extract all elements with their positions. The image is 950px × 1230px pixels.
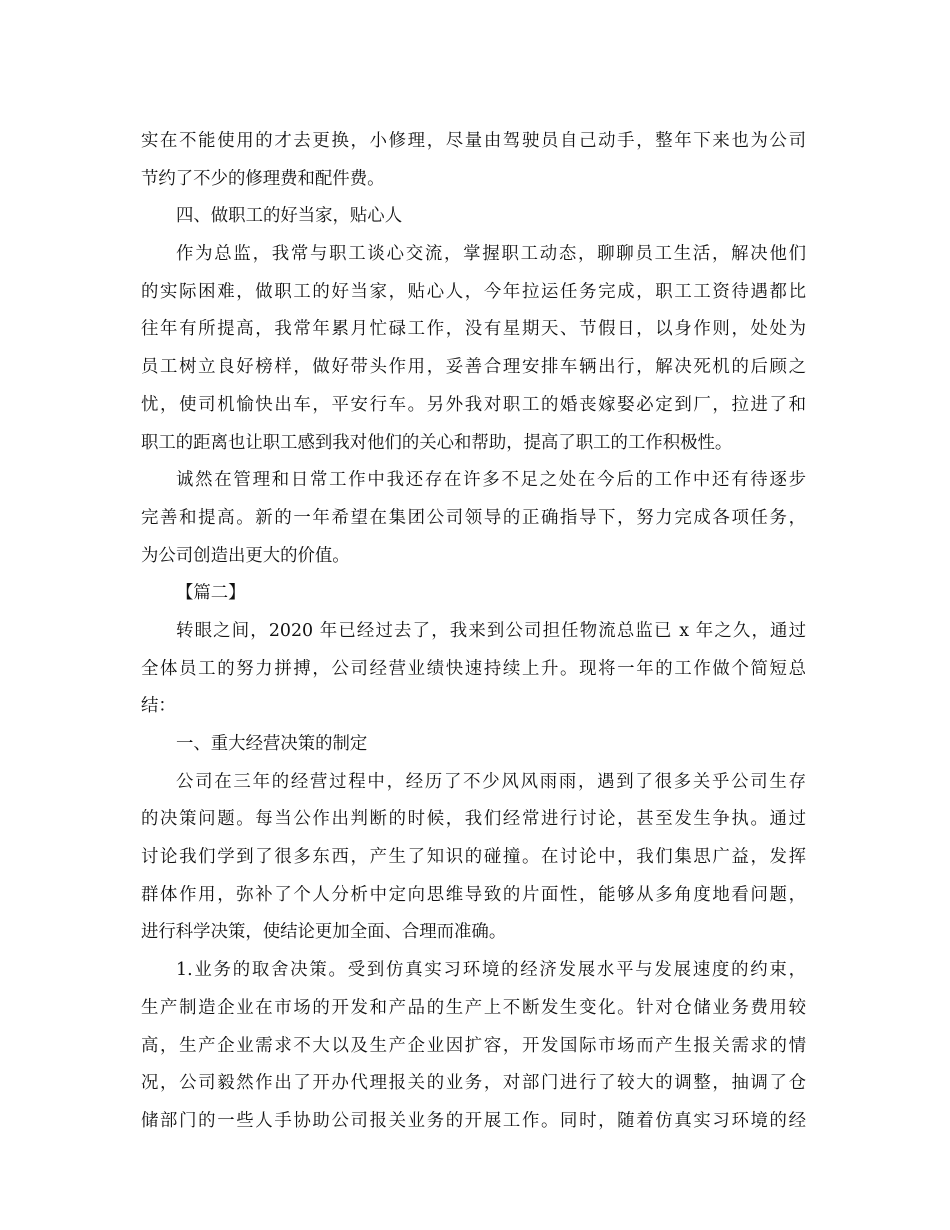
text-line: 的实际困难，做职工的好当家，贴心人，今年拉运任务完成，职工工资待遇都比	[141, 281, 806, 302]
text-line: 员工树立良好榜样，做好带头作用，妥善合理安排车辆出行，解决死机的后顾之	[141, 357, 806, 378]
text-line: 职工的距离也让职工感到我对他们的关心和帮助，提高了职工的工作积极性。	[141, 432, 733, 453]
text-line: 的决策问题。每当公作出判断的时候，我们经常进行讨论，甚至发生争执。通过	[141, 809, 806, 830]
text-line: 全体员工的努力拼搏，公司经营业绩快速持续上升。现将一年的工作做个简短总	[141, 658, 806, 679]
text-line: 储部门的一些人手协助公司报关业务的开展工作。同时，随着仿真实习环境的经	[141, 1110, 806, 1131]
text-line: 转眼之间，2020 年已经过去了，我来到公司担任物流总监已 x 年之久，通过	[176, 620, 806, 641]
text-line: 况，公司毅然作出了开办代理报关的业务，对部门进行了较大的调整，抽调了仓	[141, 1073, 806, 1094]
text-line: 群体作用，弥补了个人分析中定向思维导致的片面性，能够从多角度地看问题，	[141, 884, 806, 905]
text-line: 忧，使司机愉快出车，平安行车。另外我对职工的婚丧嫁娶必定到厂，拉进了和	[141, 394, 806, 415]
text-line: 一、重大经营决策的制定	[176, 734, 368, 754]
document-body	[141, 123, 806, 1141]
text-line: 完善和提高。新的一年希望在集团公司领导的正确指导下，努力完成各项任务，	[141, 507, 806, 528]
text-line: 公司在三年的经营过程中，经历了不少风风雨雨，遇到了很多关乎公司生存	[176, 771, 806, 792]
text-line: 节约了不少的修理费和配件费。	[141, 168, 385, 189]
text-line: 为公司创造出更大的价值。	[141, 545, 350, 566]
text-line: 四、做职工的好当家，贴心人	[176, 206, 403, 227]
text-line: 高，生产企业需求不大以及生产企业因扩容，开发国际市场而产生报关需求的情	[141, 1035, 806, 1056]
text-line: 进行科学决策，使结论更加全面、合理而准确。	[141, 922, 507, 943]
text-line: 作为总监，我常与职工谈心交流，掌握职工动态，聊聊员工生活，解决他们	[176, 244, 806, 265]
text-line: 讨论我们学到了很多东西，产生了知识的碰撞。在讨论中，我们集思广益，发挥	[141, 847, 806, 868]
text-line: 生产制造企业在市场的开发和产品的生产上不断发生变化。针对仓储业务费用较	[141, 997, 806, 1018]
text-line: 结：	[141, 696, 176, 717]
text-line: 往年有所提高，我常年累月忙碌工作，没有星期天、节假日，以身作则，处处为	[141, 319, 806, 340]
text-line: 实在不能使用的才去更换，小修理，尽量由驾驶员自己动手，整年下来也为公司	[141, 131, 806, 151]
text-line: 【篇二】	[176, 583, 246, 604]
text-line: 1.业务的取舍决策。受到仿真实习环境的经济发展水平与发展速度的约束，	[176, 960, 806, 981]
text-line: 诚然在管理和日常工作中我还存在许多不足之处在今后的工作中还有待逐步	[176, 470, 806, 491]
